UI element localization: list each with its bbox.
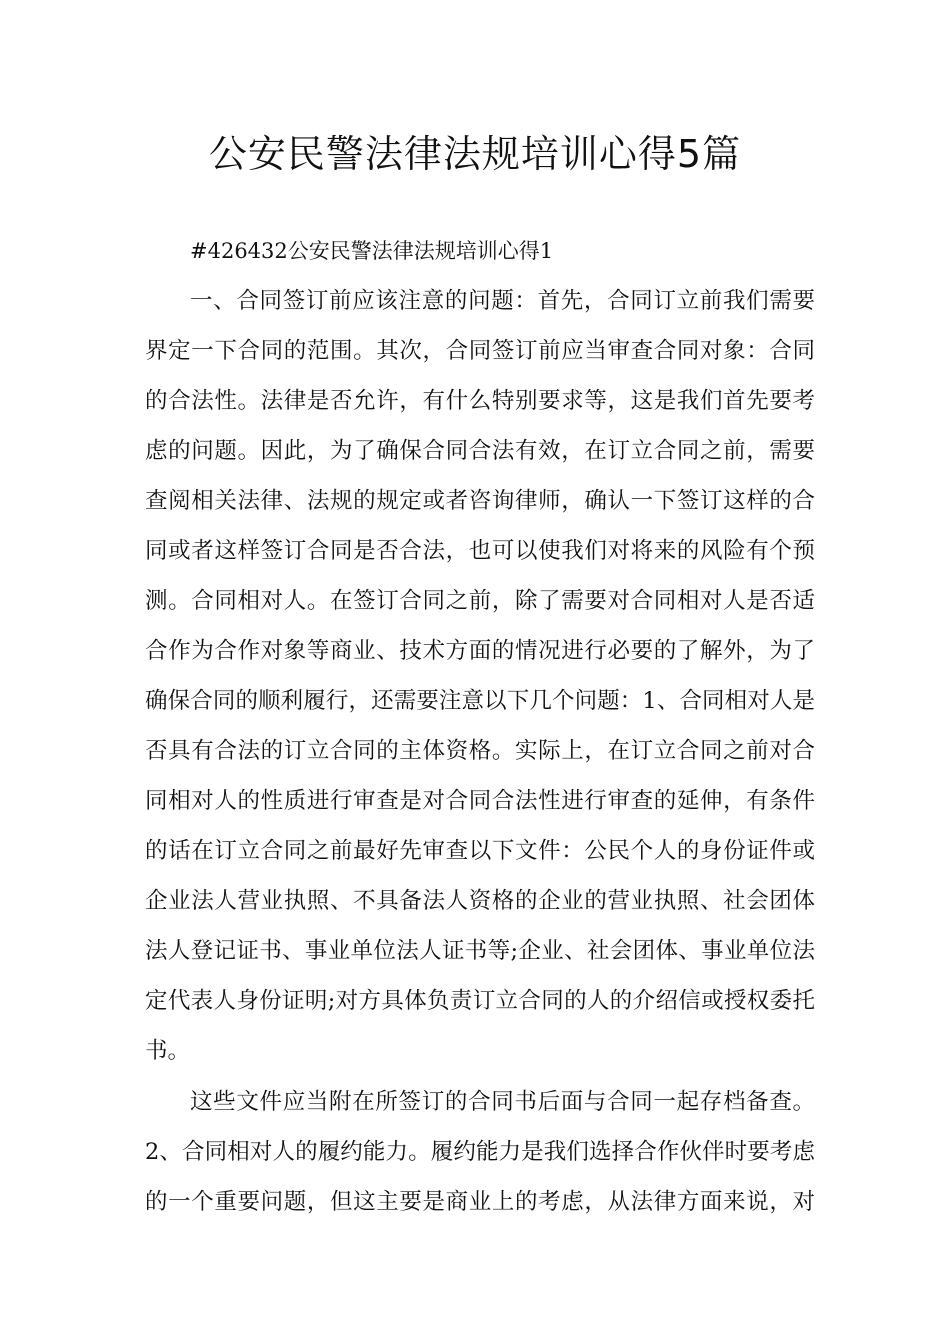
paragraph-line: 的合法性。法律是否允许，有什么特别要求等，这是我们首先要考: [145, 388, 815, 414]
paragraph-line: 一、合同签订前应该注意的问题：首先，合同订立前我们需要: [190, 288, 815, 314]
paragraph-line: 这些文件应当附在所签订的合同书后面与合同一起存档备查。: [190, 1089, 815, 1115]
paragraph-line: 定代表人身份证明;对方具体负责订立合同的人的介绍信或授权委托: [145, 988, 815, 1014]
paragraph-line: 同相对人的性质进行审查是对合同合法性进行审查的延伸，有条件: [145, 788, 815, 814]
paragraph-line: 企业法人营业执照、不具备法人资格的企业的营业执照、社会团体: [145, 888, 815, 914]
document-title: 公安民警法律法规培训心得5篇: [208, 132, 742, 176]
paragraph-line: 法人登记证书、事业单位法人证书等;企业、社会团体、事业单位法: [145, 938, 815, 964]
paragraph-line: 确保合同的顺利履行，还需要注意以下几个问题：1、合同相对人是: [145, 688, 815, 714]
paragraph-line: 界定一下合同的范围。其次，合同签订前应当审查合同对象：合同: [145, 338, 815, 364]
paragraph-2: [145, 1077, 815, 1227]
paragraph-line: 的话在订立合同之前最好先审查以下文件：公民个人的身份证件或: [145, 838, 815, 864]
paragraph-line: 虑的问题。因此，为了确保合同合法有效，在订立合同之前，需要: [145, 438, 815, 464]
paragraph-line: 查阅相关法律、法规的规定或者咨询律师，确认一下签订这样的合: [145, 488, 815, 514]
paragraph-line: 书。: [145, 1038, 191, 1064]
document-subtitle: #426432公安民警法律法规培训心得1: [190, 239, 554, 263]
paragraph-line: 2、合同相对人的履约能力。履约能力是我们选择合作伙伴时要考虑: [145, 1139, 815, 1165]
paragraph-line: 同或者这样签订合同是否合法，也可以使我们对将来的风险有个预: [145, 538, 815, 564]
paragraph-line: 的一个重要问题，但这主要是商业上的考虑，从法律方面来说，对: [145, 1189, 815, 1215]
paragraph-line: 测。合同相对人。在签订合同之前，除了需要对合同相对人是否适: [145, 588, 815, 614]
paragraph-1: [145, 276, 815, 1076]
paragraph-line: 合作为合作对象等商业、技术方面的情况进行必要的了解外，为了: [145, 638, 815, 664]
paragraph-line: 否具有合法的订立合同的主体资格。实际上，在订立合同之前对合: [145, 738, 815, 764]
